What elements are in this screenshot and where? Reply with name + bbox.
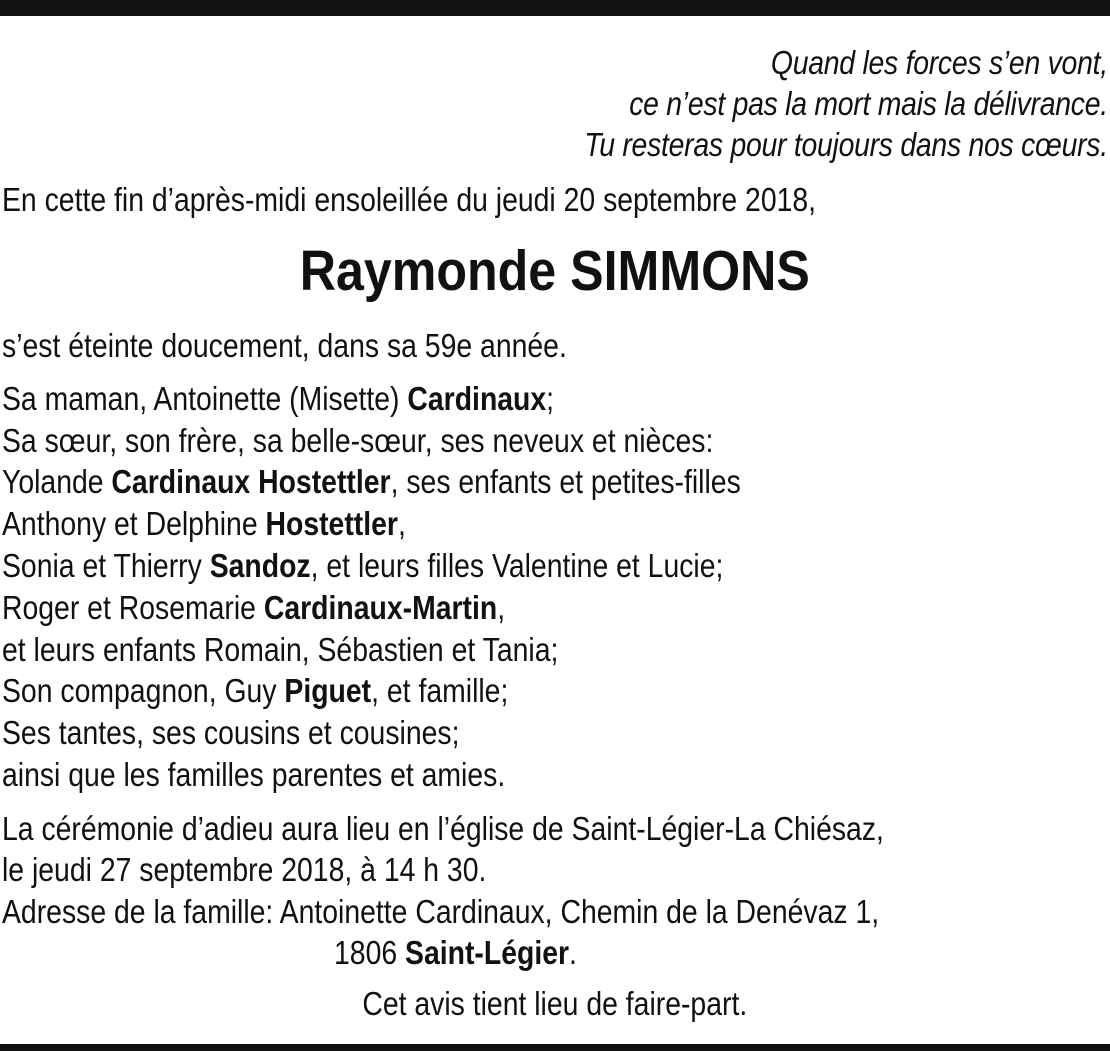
- closing-line: [0, 984, 1110, 1024]
- family-name-sandoz: Sandoz: [209, 547, 311, 584]
- family-line-3: [2, 462, 741, 502]
- ceremony-line-2: le jeudi 27 septembre 2018, à 14 h 30.: [2, 851, 487, 888]
- ceremony-line-1: La cérémonie d’adieu aura lieu en l’église de Saint-Légier-La Chiésaz,: [2, 810, 884, 847]
- family-line-5-rest: , et leurs filles Valentine et Lucie;: [310, 547, 724, 584]
- family-name-cardinaux-martin: Cardinaux-Martin: [263, 589, 498, 626]
- family-address-locality: [334, 933, 577, 973]
- family-name-hostettler: Hostettler: [265, 505, 398, 542]
- family-line-3-rest: , ses enfants et petites-filles: [390, 463, 741, 500]
- family-line-6: [2, 588, 505, 628]
- family-line-1-text: Sa maman, Antoinette (Misette): [2, 380, 408, 417]
- family-line-8: [2, 671, 508, 711]
- poem-line-1: Quand les forces s’en vont,: [771, 44, 1108, 81]
- locality-saint-legier: Saint-Légier: [405, 934, 570, 971]
- family-line-8-text: Son compagnon, Guy: [2, 672, 285, 709]
- deceased-name: [0, 236, 1110, 306]
- family-line-10: ainsi que les familles parentes et amies.: [2, 756, 506, 793]
- epitaph-poem: [584, 42, 1108, 165]
- poem-line-3: Tu resteras pour toujours dans nos cœurs.: [584, 126, 1108, 163]
- family-line-5-text: Sonia et Thierry: [2, 547, 210, 584]
- family-line-4-text: Anthony et Delphine: [2, 505, 266, 542]
- locality-punct: .: [569, 934, 577, 971]
- intro-line: En cette fin d’après-midi ensoleillée du jeudi 20 septembre 2018,: [2, 181, 817, 218]
- family-line-1-punct: ;: [546, 380, 555, 417]
- family-line-6-text: Roger et Rosemarie: [2, 589, 264, 626]
- family-line-1: [2, 379, 554, 419]
- family-line-9: Ses tantes, ses cousins et cousines;: [2, 714, 460, 751]
- family-name-piguet: Piguet: [284, 672, 372, 709]
- family-line-4-punct: ,: [397, 505, 406, 542]
- family-line-5: [2, 546, 723, 586]
- family-address-line: Adresse de la famille: Antoinette Cardinaux, Chemin de la Denévaz 1,: [2, 893, 880, 930]
- death-statement: s’est éteinte doucement, dans sa 59e année.: [2, 327, 567, 364]
- family-line-7: et leurs enfants Romain, Sébastien et Tania;: [2, 631, 559, 668]
- poem-line-2: ce n’est pas la mort mais la délivrance.: [629, 85, 1108, 122]
- family-line-8-rest: , et famille;: [371, 672, 509, 709]
- family-name-cardinaux-hostettler: Cardinaux Hostettler: [111, 463, 391, 500]
- family-name-cardinaux: Cardinaux: [407, 380, 547, 417]
- deceased-name-text: Raymonde SIMMONS: [299, 239, 811, 303]
- closing-text: Cet avis tient lieu de faire-part.: [362, 985, 748, 1022]
- family-line-2: Sa sœur, son frère, sa belle-sœur, ses neveux et nièces:: [2, 422, 714, 459]
- bottom-border-rule: [0, 1044, 1110, 1051]
- family-line-4: [2, 504, 406, 544]
- family-line-6-punct: ,: [497, 589, 506, 626]
- family-line-3-text: Yolande: [2, 463, 112, 500]
- postal-code: 1806: [334, 934, 406, 971]
